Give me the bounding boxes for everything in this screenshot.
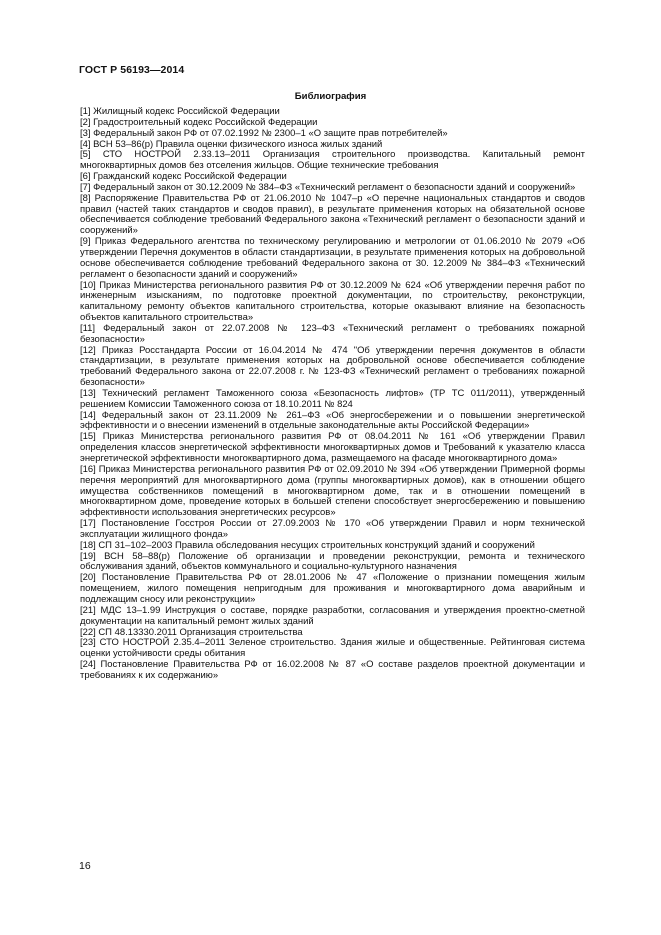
bibliography-entry-23: [23] СТО НОСТРОЙ 2.35.4–2011 Зеленое строительство. Здания жилые и общественные. Рейтинговая система оценки устойчивости среды обитания — [80, 637, 585, 660]
standard-header: ГОСТ Р 56193—2014 — [79, 64, 185, 76]
bibliography-list — [80, 107, 585, 682]
bibliography-title: Библиография — [294, 91, 367, 102]
bibliography-entry-12: [12] Приказ Росстандарта России от 16.04.2014 № 474 "Об утверждении перечня документов в области стандартизации, в результате применения которых на добровольной основе обеспечивается соблюдение требований Федерального закона от 22.07.2008 г. № 123-ФЗ «Технический регламент о требованиях пожарной безопасности» — [80, 344, 585, 389]
bibliography-entry-17: [17] Постановление Госстроя России от 27.09.2003 № 170 «Об утверждении Правил и норм технической эксплуатации жилищного фонда» — [80, 518, 585, 540]
bibliography-entry-1: [1] Жилищный кодекс Российской Федерации — [80, 106, 280, 117]
bibliography-entry-9: [9] Приказ Федерального агентства по техническому регулированию и метрологии от 01.06.2010 № 2079 «Об утверждении Перечня документов в области стандартизации, в результате применения которых на добровольной основе обеспечивается соблюдение требований Федерального закона от 30. 12.2009 № 384–ФЗ «Технический регламент о безопасности зданий и сооружений» — [80, 236, 585, 280]
bibliography-entry-20: [20] Постановление Правительства РФ от 28.01.2006 № 47 «Положение о признании помещения жилым помещением, жилого помещения непригодным для проживания и многоквартирного дома аварийным и подлежащим сносу или реконструкции» — [80, 572, 585, 605]
bibliography-entry-24: [24] Постановление Правительства РФ от 16.02.2008 № 87 «О составе разделов проектной документации и требованиях к их содержанию» — [80, 659, 585, 681]
bibliography-entry-3: [3] Федеральный закон РФ от 07.02.1992 № 2300–1 «О защите прав потребителей» — [80, 127, 448, 139]
bibliography-entry-14: [14] Федеральный закон от 23.11.2009 № 261–ФЗ «Об энергосбережении и о повышении энергетической эффективности и о внесении изменений в отдельные законодательные акты Российской Федерации» — [80, 409, 585, 432]
bibliography-entry-5: [5] СТО НОСТРОЙ 2.33.13–2011 Организация строительного производства. Капитальный ремонт многоквартирных домов без отселения жильцов. Общие технические требования — [80, 149, 585, 172]
bibliography-entry-18: [18] СП 31–102–2003 Правила обследования несущих строительных конструкций зданий и сооружений — [80, 539, 535, 551]
bibliography-entry-4: [4] ВСН 53–86(р) Правила оценки физического износа жилых зданий — [80, 138, 383, 150]
page-number: 16 — [79, 860, 91, 872]
bibliography-entry-15: [15] Приказ Министерства регионального развития РФ от 08.04.2011 № 161 «Об утверждении Правил определения классов энергетической эффективности многоквартирных домов и Требований к указателю класса энергетической эффективности многоквартирного дома, размещаемого на фасаде многоквартирного дома» — [80, 431, 585, 464]
bibliography-entry-11: [11] Федеральный закон от 22.07.2008 № 123–ФЗ «Технический регламент о требованиях пожарной безопасности» — [80, 322, 585, 345]
bibliography-entry-21: [21] МДС 13–1.99 Инструкция о составе, порядке разработки, согласования и утверждения проектно-сметной документации на капитальный ремонт жилых зданий — [80, 604, 585, 627]
bibliography-entry-19: [19] ВСН 58–88(р) Положение об организации и проведении реконструкции, ремонта и технического обслуживания зданий, объектов коммунального и социально-культурного назначения — [80, 550, 585, 573]
bibliography-entry-13: [13] Технический регламент Таможенного союза «Безопасность лифтов» (ТР ТС 011/2011), утвержденный решением Комиссии Таможенного союза от 18.10.2011 № 824 — [80, 387, 585, 410]
bibliography-entry-22: [22] СП 48.13330.2011 Организация строительства — [80, 626, 303, 638]
bibliography-entry-8: [8] Распоряжение Правительства РФ от 21.06.2010 № 1047–р «О перечне национальных стандартов и сводов правил (частей таких стандартов и сводов правил), в результате применения которых на обязательной основе обеспечивается соблюдение требований Федерального закона «Технический регламент о безопасности зданий и сооружений» — [80, 192, 585, 237]
bibliography-entry-16: [16] Приказ Министерства регионального развития РФ от 02.09.2010 № 394 «Об утверждении Примерной формы перечня мероприятий для многоквартирного дома (группы многоквартирных домов), как в отношении общего имущества собственников помещений в многоквартирном доме, так и в отношении помещений в многоквартирном доме, проведение которых в большей степени способствует энергосбережению и повышению эффективности использования энергетических ресурсов» — [80, 463, 585, 519]
bibliography-entry-2: [2] Градостроительный кодекс Российской Федерации — [80, 116, 318, 128]
bibliography-entry-10: [10] Приказ Министерства регионального развития РФ от 30.12.2009 № 624 «Об утверждении перечня работ по инженерным изысканиям, по подготовке проектной документации, по строительству, реконструкции, капитальному ремонту объектов капитального строительства, которые оказывают влияние на безопасность объектов капитального строительства» — [80, 279, 585, 324]
bibliography-entry-6: [6] Гражданский кодекс Российской Федерации — [80, 171, 287, 183]
bibliography-entry-7: [7] Федеральный закон от 30.12.2009 № 384–ФЗ «Технический регламент о безопасности зданий и сооружений» — [80, 181, 576, 193]
